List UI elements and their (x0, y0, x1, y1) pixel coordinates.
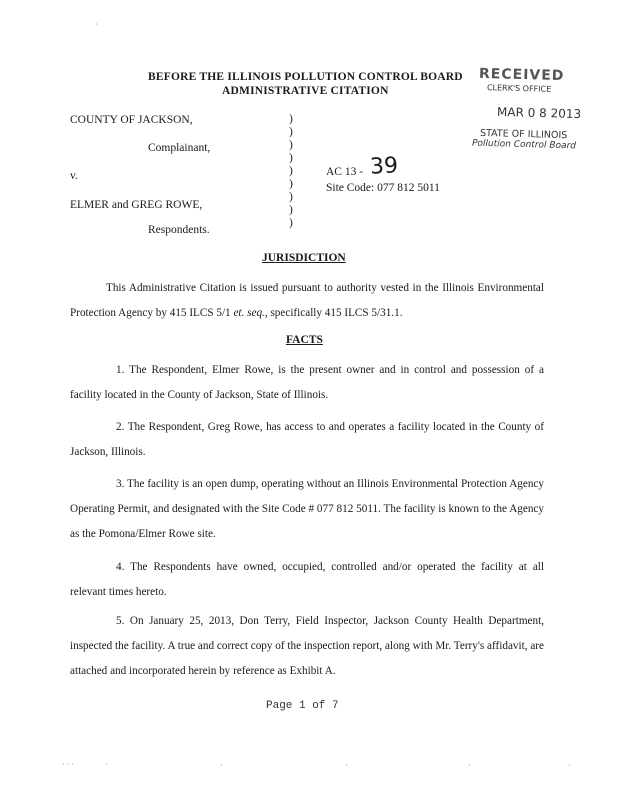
scan-speck: · (345, 761, 348, 770)
facts-heading: FACTS (286, 334, 323, 346)
stamp-date: MAR 0 8 2013 (496, 104, 582, 122)
site-code: Site Code: 077 812 5011 (326, 182, 440, 194)
fact-item: 4. The Respondents have owned, occupied, controlled and/or operated the facility at all relevant times hereto. (70, 561, 544, 598)
scan-speck: · (95, 20, 98, 29)
respondents-role: Respondents. (148, 224, 210, 236)
bracket: ) (289, 204, 293, 216)
et-seq: et. seq. (233, 307, 265, 319)
stamp-received: RECEIVED (478, 65, 565, 85)
bracket: ) (289, 191, 293, 203)
stamp-office: CLERK'S OFFICE (486, 83, 552, 94)
case-number-handwritten: 39 (369, 153, 399, 180)
respondents-name: ELMER and GREG ROWE, (70, 199, 203, 211)
versus-label: v. (70, 170, 78, 182)
bracket: ) (289, 126, 293, 138)
scan-speck: · (220, 761, 223, 770)
fact-item: 3. The facility is an open dump, operating without an Illinois Environmental Protection Agency Operating Permit, and designated with the Site Code # 077 812 5011. The facility is known to the Agency as the Pomona/Elmer Rowe site. (70, 478, 544, 540)
board-title: BEFORE THE ILLINOIS POLLUTION CONTROL BOARD (148, 71, 463, 83)
jurisdiction-heading: JURISDICTION (262, 252, 346, 264)
page-number: Page 1 of 7 (266, 700, 339, 712)
fact-item: 1. The Respondent, Elmer Rowe, is the present owner and in control and possession of a facility located in the County of Jackson, State of Illinois. (70, 364, 544, 401)
complainant-name: COUNTY OF JACKSON, (70, 114, 193, 126)
scan-speck: · (568, 761, 571, 770)
jurisdiction-text: This Administrative Citation is issued pursuant to authority vested in the Illinois Environmental Protection Agency by 415 ILCS 5/1 (70, 282, 544, 319)
citation-title: ADMINISTRATIVE CITATION (222, 85, 389, 97)
fact-item: 5. On January 25, 2013, Don Terry, Field Inspector, Jackson County Health Department, inspected the facility. A true and correct copy of the inspection report, along with Mr. Terry's affidavit, are attached and incorporated herein by reference as Exhibit A. (70, 615, 544, 677)
complainant-role: Complainant, (148, 142, 211, 154)
stamp-board: Pollution Control Board (471, 138, 577, 152)
jurisdiction-paragraph (70, 276, 544, 326)
stamp-state: STATE OF ILLINOIS (479, 127, 568, 142)
fact-item: 2. The Respondent, Greg Rowe, has access to and operates a facility located in the County of Jackson, Illinois. (70, 421, 544, 458)
scan-speck: · (105, 760, 108, 769)
scan-speck: · · · (62, 760, 74, 769)
bracket: ) (289, 178, 293, 190)
bracket: ) (289, 152, 293, 164)
bracket: ) (289, 113, 293, 125)
jurisdiction-text-end: , specifically 415 ILCS 5/31.1. (264, 307, 403, 319)
case-prefix: AC 13 - (326, 166, 364, 178)
bracket: ) (289, 165, 293, 177)
bracket: ) (289, 217, 293, 229)
bracket: ) (289, 139, 293, 151)
scan-speck: · (468, 761, 471, 770)
